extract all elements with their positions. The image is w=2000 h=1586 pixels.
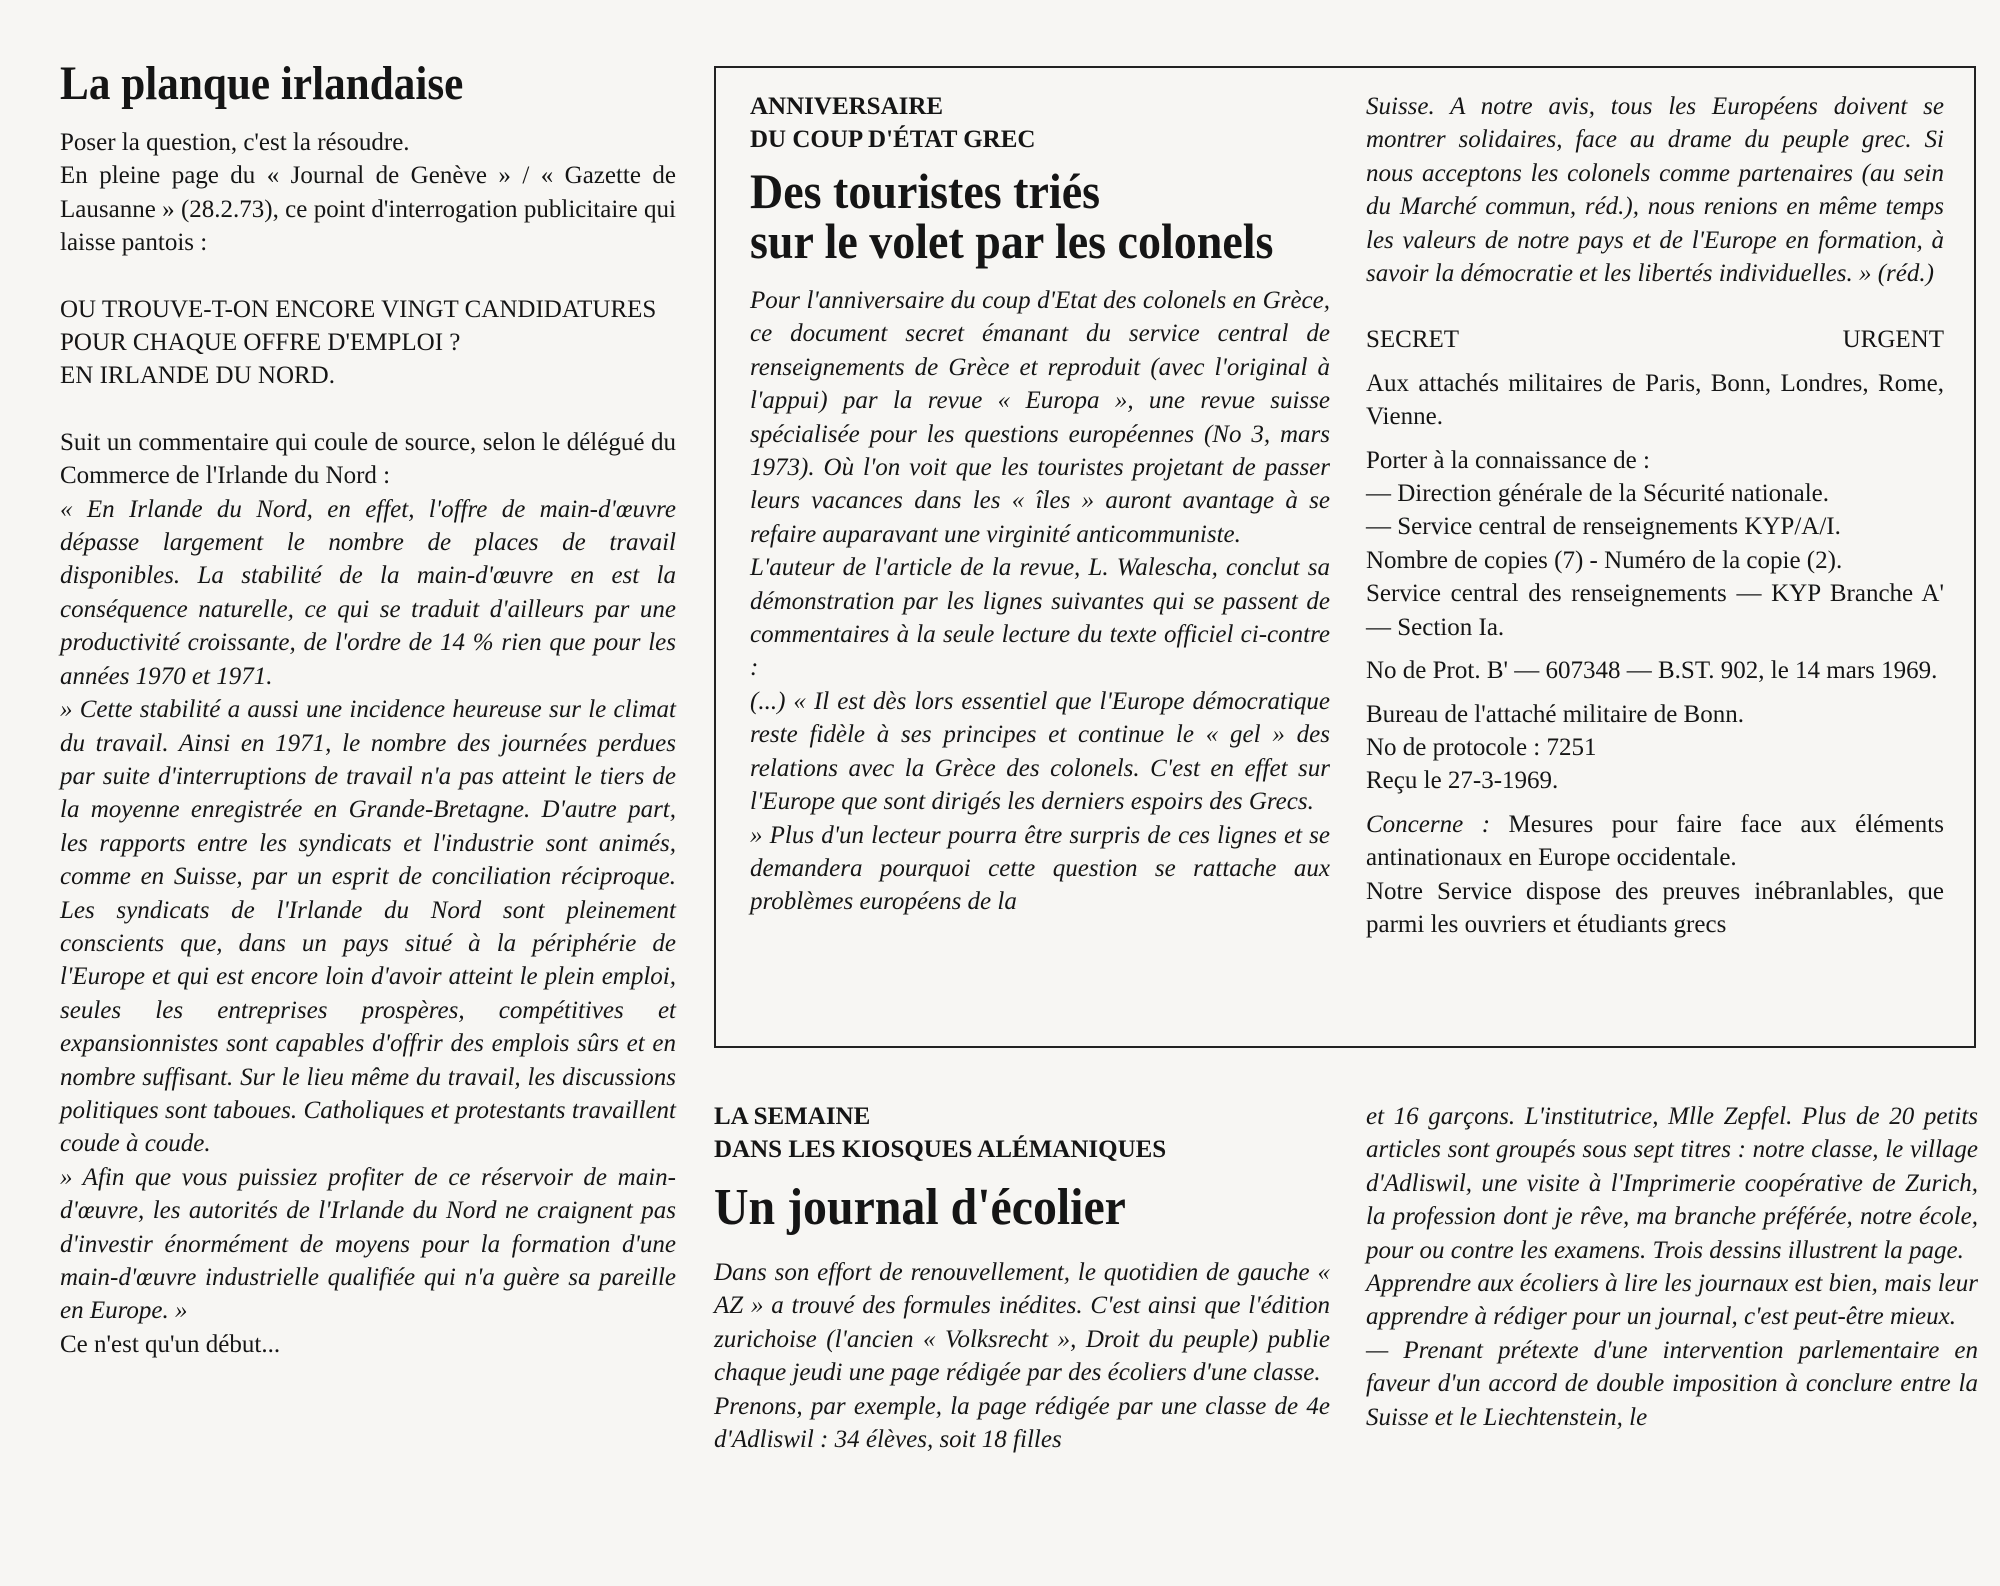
doc-line: Porter à la connaissance de : [1366,446,1650,474]
greek-article-title [750,163,1284,269]
paragraph: (...) « Il est dès lors essentiel que l'Europe démocratique reste fidèle à ses principes et continue le « gel » des relations avec la Grèce des colonels. C'est en effet sur l'Europe que sont dirigés les derniers espoirs des Grecs. [750,687,1330,816]
title-line: sur le volet par les colonels [750,213,1274,269]
doc-line: Aux attachés militaires de Paris, Bonn, Londres, Rome, Vienne. [1366,369,1944,431]
classification-line [1366,323,1944,356]
quote-paragraph: » Afin que vous puissiez profiter de ce réservoir de main-d'œuvre, les autorités de l'Irlande du Nord ne craignent pas d'investir énormément de moyens pour la formation d'une main-d'œuvre industrielle qualifiée qui n'a guère sa pareille en Europe. » [60,1163,676,1325]
caps-answer: EN IRLANDE DU NORD. [60,362,335,390]
doc-line: Reçu le 27-3-1969. [1366,767,1559,795]
secret-label: SECRET [1366,326,1460,354]
quote-paragraph: « En Irlande du Nord, en effet, l'offre de main-d'œuvre dépasse largement le nombre de places de travail disponibles. La stabilité de la main-d'œuvre en est la conséquence naturelle, ce qui se traduit d'ailleurs par une productivité croissante, de l'ordre de 14 % rien que pour les années 1970 et 1971. [60,495,676,690]
paragraph: Suisse. A notre avis, tous les Européens doivent se montrer solidaires, face au drame du peuple grec. Si nous acceptons les colonels comme partenaires (au sein du Marché commun, réd.), nous renions en même temps les valeurs de notre pays et de l'Europe en formation, à savoir la démocratie et les libertés individuelles. » (réd.) [1366,93,1944,288]
paragraph: et 16 garçons. L'institutrice, Mlle Zepfel. Plus de 20 petits articles sont groupés sous sept titres : notre classe, le village d'Adliswil, une visite à l'Imprimerie coopérative de Zurich, la profession dont je rêve, ma branche préférée, notre école, pour ou contre les examens. Trois dessins illustrent la page. [1366,1103,1978,1264]
concerne-paragraph [1366,808,1944,875]
paragraph: L'auteur de l'article de la revue, L. Walescha, conclut sa démonstration par les lignes suivantes qui se passent de commentaires à la seule lecture du texte officiel ci-contre : [750,554,1330,682]
concerne-text: Mesures pour faire face aux éléments antinationaux en Europe occidentale. [1366,810,1944,872]
doc-line: — Service central de renseignements KYP/A/I. [1366,513,1841,541]
doc-line: Bureau de l'attaché militaire de Bonn. [1366,700,1744,728]
greek-article-col1 [750,90,1330,919]
kiosk-article-col1 [714,1100,1330,1456]
doc-line: Notre Service dispose des preuves inébranlables, que parmi les ouvriers et étudiants grecs [1366,877,1944,938]
lead-paragraph: Suit un commentaire qui coule de source, selon le délégué du Commerce de l'Irlande du Nord : [60,428,676,490]
doc-line: No de Prot. B' — 607348 — B.ST. 902, le 14 mars 1969. [1366,657,1938,685]
doc-line: — Direction générale de la Sécurité nationale. [1366,480,1829,508]
doc-line: Nombre de copies (7) - Numéro de la copie (2). [1366,546,1843,574]
paragraph: » Plus d'un lecteur pourra être surpris de ces lignes et se demandera pourquoi cette question se rattache aux problèmes européens de la [750,821,1330,916]
ending-line: Ce n'est qu'un début... [60,1330,281,1358]
paragraph: Dans son effort de renouvellement, le quotidien de gauche « AZ » a trouvé des formules inédites. C'est ainsi que l'édition zurichoise (l'ancien « Volksrecht », Droit du peuple) publie chaque jeudi une page rédigée par des écoliers d'une classe. [714,1259,1330,1387]
kicker: DANS LES KIOSQUES ALÉMANIQUES [714,1136,1167,1163]
article-planque [60,58,676,1361]
kicker: LA SEMAINE [714,1103,871,1130]
kiosk-article-col2 [1366,1100,1978,1434]
urgent-label: URGENT [1842,326,1944,354]
article-title: La planque irlandaise [60,57,464,110]
intro-paragraph: En pleine page du « Journal de Genève » / « Gazette de Lausanne » (28.2.73), ce point d'interrogation publicitaire qui laisse pantois : [60,162,676,257]
concerne-label: Concerne : [1366,810,1491,838]
kiosk-article-title: Un journal d'écolier [714,1179,1126,1236]
kicker: ANNIVERSAIRE [750,93,944,120]
quote-paragraph: » Cette stabilité a aussi une incidence heureuse sur le climat du travail. Ainsi en 1971, le nombre des journées perdues par suite d'interruptions de travail n'a pas atteint le tiers de la moyenne enregistrée en Grande-Bretagne. D'autre part, les rapports entre les syndicats et l'industrie sont animés, comme en Suisse, par un esprit de conciliation réciproque. Les syndicats de l'Irlande du Nord sont pleinement conscients que, dans un pays situé à la périphérie de l'Europe et qui est encore loin d'avoir atteint le plein emploi, seules les entreprises prospères, compétitives et expansionnistes sont capables d'offrir des emplois sûrs et en nombre suffisant. Sur le lieu même du travail, les discussions politiques sont taboues. Catholiques et protestants travaillent coude à coude. [60,696,676,1158]
doc-line: No de protocole : 7251 [1366,733,1597,761]
paragraph: — Prenant prétexte d'une intervention parlementaire en faveur d'un accord de double imposition à conclure entre la Suisse et le Liechtenstein, le [1366,1336,1978,1431]
paragraph: Apprendre aux écoliers à lire les journaux est bien, mais leur apprendre à rédiger pour un journal, c'est peut-être mieux. [1366,1270,1978,1331]
greek-article-col2 [1366,90,1944,941]
title-line: Des touristes triés [750,163,1101,219]
kicker: DU COUP D'ÉTAT GREC [750,126,1036,153]
caps-question: OU TROUVE-T-ON ENCORE VINGT CANDIDATURES POUR CHAQUE OFFRE D'EMPLOI ? [60,295,657,357]
paragraph: Pour l'anniversaire du coup d'Etat des colonels en Grèce, ce document secret émanant du service central de renseignements de Grèce et reproduit (avec l'original à l'appui) par la revue « Europa », une revue suisse spécialisée pour les questions européennes (No 3, mars 1973). Où l'on voit que les touristes projetant de passer leurs vacances dans les « îles » auront avantage à se refaire auparavant une virginité anticommuniste. [750,287,1330,548]
paragraph: Prenons, par exemple, la page rédigée par une classe de 4e d'Adliswil : 34 élèves, soit 18 filles [714,1392,1330,1454]
intro-line: Poser la question, c'est la résoudre. [60,129,410,156]
doc-line: Service central des renseignements — KYP Branche A' — Section Ia. [1366,580,1944,641]
